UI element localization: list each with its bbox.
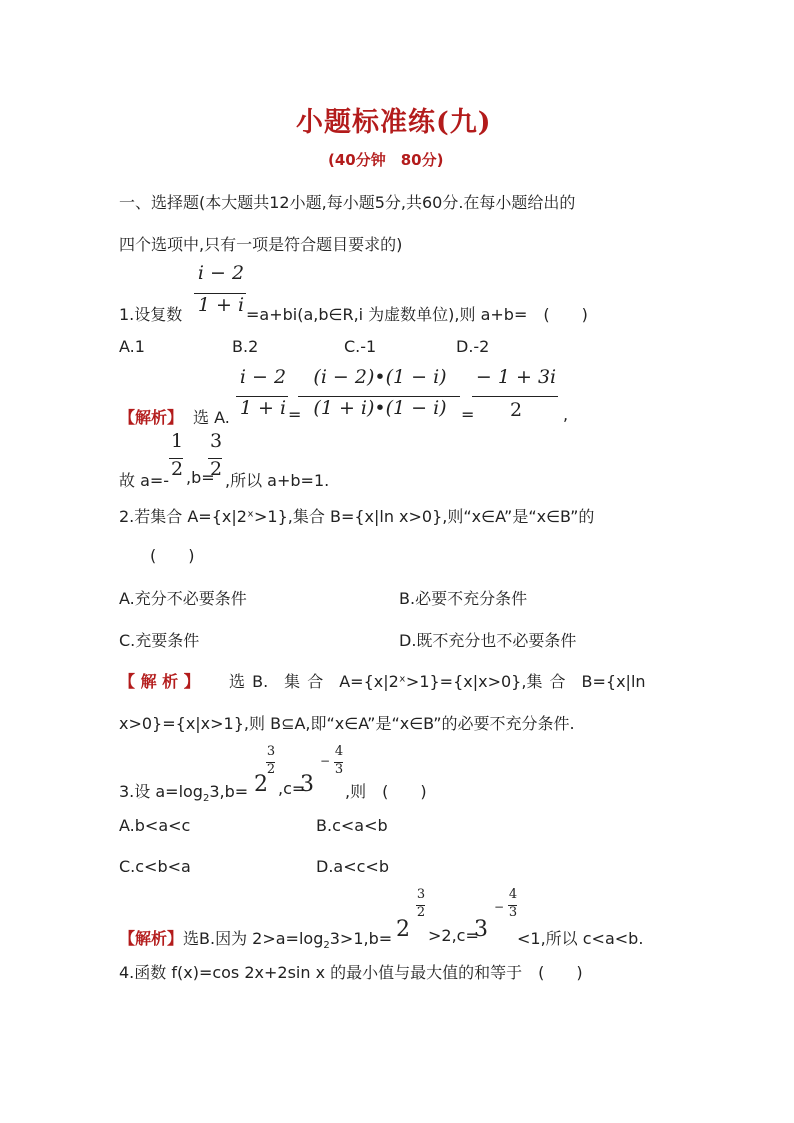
q2-option-c[interactable]: C.充要条件 xyxy=(119,631,200,650)
q3-exp-c-numerator: 4 xyxy=(334,744,344,759)
q1-option-c[interactable]: C.-1 xyxy=(344,337,377,356)
q3-base-3: 3 xyxy=(300,772,314,797)
q2-solution-line2: x>0}={x|x>1},则 B⊆A,即“x∈A”是“x∈B”的必要不充分条件. xyxy=(119,714,575,733)
q1-solution-line2-prefix: 故 a=- xyxy=(119,471,170,490)
q1-prefix: 1.设复数 xyxy=(119,305,183,324)
q2-solution-line1: 选 B. 集 合 A={x|2ˣ>1}={x|x>0},集 合 B={x|ln xyxy=(229,672,646,691)
q3-text-a: 3.设 a=log xyxy=(119,782,203,801)
q3-text-c: ,c= xyxy=(278,779,306,798)
q1-fraction-numerator: i − 2 xyxy=(197,262,245,284)
q1-solution-mid: ,b= xyxy=(186,468,215,487)
section-heading-line2: 四个选项中,只有一项是符合题目要求的) xyxy=(119,235,403,254)
q1-option-a[interactable]: A.1 xyxy=(119,337,145,356)
q1-solution-b-numerator: 3 xyxy=(209,430,223,452)
page-subtitle: (40分钟 80分) xyxy=(328,151,444,169)
q3-solution-base-2: 2 xyxy=(396,917,410,942)
q4-stem-line1: 4.函数 f(x)=cos 2x+2sin x 的最小值与最大值的和等于 ( ) xyxy=(119,963,583,982)
q1-suffix: =a+bi(a,b∈R,i 为虚数单位),则 a+b= ( ) xyxy=(246,305,588,324)
q3-exp-b-denominator: 2 xyxy=(266,762,276,777)
q1-solution-f3-numerator: − 1 + 3i xyxy=(475,366,557,388)
q3-option-b[interactable]: B.c<a<b xyxy=(316,816,388,835)
q1-solution-f1-numerator: i − 2 xyxy=(239,366,287,388)
q1-solution-f3-bar xyxy=(472,396,558,397)
q3-solution-log-base: 2 xyxy=(323,940,330,952)
q1-option-b[interactable]: B.2 xyxy=(232,337,259,356)
q3-exp-b-numerator: 3 xyxy=(266,744,276,759)
q3-exp-c-sign: − xyxy=(320,754,331,768)
q1-solution-a-denominator: 2 xyxy=(170,458,184,480)
page-title: 小题标准练(九) xyxy=(296,107,492,138)
q3-text-d: ,则 ( ) xyxy=(345,782,427,801)
q3-solution-exp-b-numerator: 3 xyxy=(416,887,426,902)
q1-fraction-denominator: 1 + i xyxy=(197,294,245,316)
q2-solution-tag: 【 解 析 】 xyxy=(119,672,200,691)
q1-solution-b-denominator: 2 xyxy=(209,458,223,480)
q2-stem-line1: 2.若集合 A={x|2ˣ>1},集合 B={x|ln x>0},则“x∈A”是“x∈B”的 xyxy=(119,507,595,526)
q3-solution-exp-b-denominator: 2 xyxy=(416,905,426,920)
q3-text-b: 3,b= xyxy=(209,782,249,801)
q1-solution-f2-numerator: (i − 2)•(1 − i) xyxy=(313,366,447,388)
section-heading-line1: 一、选择题(本大题共12小题,每小题5分,共60分.在每小题给出的 xyxy=(119,193,576,212)
q2-option-d[interactable]: D.既不充分也不必要条件 xyxy=(399,631,577,650)
q3-solution-tag: 【解析】 xyxy=(119,929,184,948)
q3-solution-part-a xyxy=(119,926,392,951)
q3-option-c[interactable]: C.c<b<a xyxy=(119,857,191,876)
q1-solution-lead: 选 A. xyxy=(193,408,230,427)
q3-solution-text-d: <1,所以 c<a<b. xyxy=(517,929,644,948)
q3-option-d[interactable]: D.a<c<b xyxy=(316,857,389,876)
q1-solution-f3-denominator: 2 xyxy=(509,399,523,421)
q1-solution-line2-suffix: ,所以 a+b=1. xyxy=(225,471,330,490)
q3-solution-text-c: >2,c= xyxy=(428,926,479,945)
q2-option-a[interactable]: A.充分不必要条件 xyxy=(119,589,247,608)
q3-exp-c-denominator: 3 xyxy=(334,762,344,777)
q2-stem-line2: ( ) xyxy=(150,546,195,565)
q3-solution-text-b: 3>1,b= xyxy=(329,929,393,948)
q3-solution-exp-c-sign: − xyxy=(494,900,505,914)
q1-solution-f1-denominator: 1 + i xyxy=(239,397,287,419)
q3-option-a[interactable]: A.b<a<c xyxy=(119,816,191,835)
q1-option-d[interactable]: D.-2 xyxy=(456,337,490,356)
q3-solution-base-3: 3 xyxy=(474,917,488,942)
q3-base-2: 2 xyxy=(254,772,268,797)
q3-log-base: 2 xyxy=(202,793,210,805)
q1-solution-eq2: = xyxy=(461,405,475,424)
q1-solution-f2-denominator: (1 + i)•(1 − i) xyxy=(313,397,447,419)
q2-option-b[interactable]: B.必要不充分条件 xyxy=(399,589,528,608)
q3-solution-text-a: 选B.因为 2>a=log xyxy=(183,929,324,948)
q3-solution-exp-c-denominator: 3 xyxy=(508,905,518,920)
q3-solution-exp-c-numerator: 4 xyxy=(508,887,518,902)
q1-solution-a-numerator: 1 xyxy=(170,430,184,452)
q3-stem-part-a xyxy=(119,779,248,804)
q1-solution-eq1: = xyxy=(288,405,302,424)
q1-solution-comma: , xyxy=(563,405,569,424)
q1-solution-tag: 【解析】 xyxy=(119,408,184,427)
